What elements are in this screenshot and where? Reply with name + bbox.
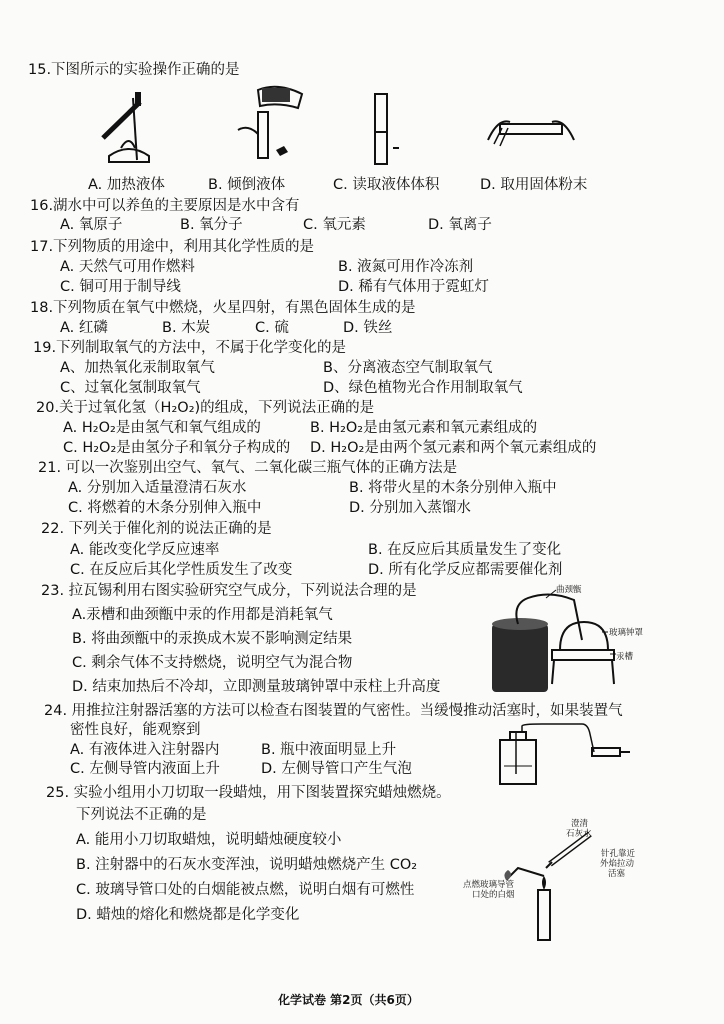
q20-option-c: C. H₂O₂是由氢分子和氧分子构成的: [63, 440, 291, 456]
q21-option-a: A. 分别加入适量澄清石灰水: [68, 480, 247, 496]
q24-option-a: A. 有液体进入注射器内: [70, 742, 220, 758]
q16-option-c: C. 氧元素: [303, 217, 366, 233]
q16-option-a: A. 氧原子: [60, 217, 123, 233]
q25-option-a: A. 能用小刀切取蜡烛，说明蜡烛硬度较小: [76, 832, 342, 848]
q25-label-smoke-2: 口处的白烟: [472, 890, 515, 900]
page-footer: 化学试卷 第2页（共6页）: [278, 993, 419, 1007]
q18-option-a: A. 红磷: [60, 320, 108, 336]
q23-stem: 23. 拉瓦锡利用右图实验研究空气成分，下列说法合理的是: [41, 583, 417, 599]
q17-option-c: C. 铜可用于制导线: [60, 279, 181, 295]
q15-fig-b-pouring-liquid: [218, 80, 313, 172]
q24-option-b: B. 瓶中液面明显上升: [261, 742, 397, 758]
q25-label-pin-3: 活塞: [608, 869, 626, 879]
q16-stem: 16.湖水中可以养鱼的主要原因是水中含有: [30, 198, 300, 214]
q18-option-c: C. 硫: [255, 320, 289, 336]
q25-label-smoke-1: 点燃玻璃导管: [463, 880, 515, 890]
q15-option-d: D. 取用固体粉末: [480, 177, 588, 193]
q19-option-b: B、分离液态空气制取氧气: [323, 360, 493, 376]
q25-option-c: C. 玻璃导管口处的白烟能被点燃，说明白烟有可燃性: [76, 882, 415, 898]
q25-label-limewater-1: 澄清: [571, 819, 589, 829]
q20-option-a: A. H₂O₂是由氢气和氧气组成的: [63, 420, 261, 436]
q20-stem: 20.关于过氧化氢（H₂O₂)的组成，下列说法正确的是: [36, 400, 375, 416]
q25-stem-line1: 25. 实验小组用小刀切取一段蜡烛，用下图装置探究蜡烛燃烧。: [46, 785, 451, 801]
q23-fig-lavoisier-apparatus: [490, 584, 635, 696]
q15-stem: 15.下图所示的实验操作正确的是: [28, 62, 240, 78]
q21-stem: 21. 可以一次鉴别出空气、氧气、二氧化碳三瓶气体的正确方法是: [38, 460, 458, 476]
q23-option-b: B. 将曲颈甑中的汞换成木炭不影响测定结果: [72, 631, 353, 647]
q15-option-b: B. 倾倒液体: [208, 177, 286, 193]
q24-stem-line1: 24. 用推拉注射器活塞的方法可以检查右图装置的气密性。当缓慢推动活塞时，如果装置气: [44, 703, 623, 719]
q25-label-limewater-2: 石灰水: [566, 829, 592, 839]
q21-option-d: D. 分别加入蒸馏水: [349, 500, 471, 516]
q15-fig-d-taking-powder: [486, 112, 576, 152]
q21-option-b: B. 将带火星的木条分别伸入瓶中: [349, 480, 557, 496]
q23-label-bell-jar: 玻璃钟罩: [609, 628, 644, 638]
q23-option-a: A.汞槽和曲颈甑中汞的作用都是消耗氧气: [72, 607, 333, 623]
q18-stem: 18.下列物质在氧气中燃烧，火星四射，有黑色固体生成的是: [30, 300, 416, 316]
q19-stem: 19.下列制取氧气的方法中，不属于化学变化的是: [33, 340, 347, 356]
q25-label-pin-1: 针孔靠近: [601, 849, 636, 859]
q17-option-d: D. 稀有气体用于霓虹灯: [338, 279, 489, 295]
q25-option-b: B. 注射器中的石灰水变浑浊，说明蜡烛燃烧产生 CO₂: [76, 857, 418, 873]
q24-option-c: C. 左侧导管内液面上升: [70, 761, 220, 777]
q16-option-d: D. 氧离子: [428, 217, 492, 233]
q15-option-a: A. 加热液体: [88, 177, 165, 193]
q24-fig-airtightness-setup: [494, 722, 634, 788]
q25-label-pin-2: 外焰拉动: [600, 859, 635, 869]
q18-option-d: D. 铁丝: [343, 320, 393, 336]
q18-option-b: B. 木炭: [162, 320, 211, 336]
q21-option-c: C. 将燃着的木条分别伸入瓶中: [68, 500, 262, 516]
q23-option-c: C. 剩余气体不支持燃烧，说明空气为混合物: [72, 655, 353, 671]
q22-option-c: C. 在反应后其化学性质发生了改变: [70, 562, 293, 578]
q17-option-a: A. 天然气可用作燃料: [60, 259, 195, 275]
q15-option-c: C. 读取液体体积: [333, 177, 440, 193]
q22-stem: 22. 下列关于催化剂的说法正确的是: [41, 521, 272, 537]
q16-option-b: B. 氧分子: [180, 217, 243, 233]
q20-option-b: B. H₂O₂是由氢元素和氧元素组成的: [310, 420, 538, 436]
q22-option-d: D. 所有化学反应都需要催化剂: [368, 562, 563, 578]
q19-option-c: C、过氧化氢制取氧气: [60, 380, 201, 396]
q24-stem-line2: 密性良好，能观察到: [70, 722, 201, 738]
q23-label-mercury-trough: 汞槽: [616, 652, 634, 662]
q17-option-b: B. 液氮可用作冷冻剂: [338, 259, 474, 275]
q19-option-a: A、加热氧化汞制取氧气: [60, 360, 215, 376]
q25-stem-line2: 下列说法不正确的是: [76, 807, 207, 823]
q15-fig-a-heating-liquid: [95, 88, 165, 168]
q23-label-retort: 曲颈甑: [556, 585, 582, 595]
q19-option-d: D、绿色植物光合作用制取氧气: [323, 380, 523, 396]
q23-option-d: D. 结束加热后不冷却，立即测量玻璃钟罩中汞柱上升高度: [72, 679, 441, 695]
q20-option-d: D. H₂O₂是由两个氢元素和两个氧元素组成的: [310, 440, 597, 456]
q15-fig-c-reading-volume: [365, 92, 405, 168]
q22-option-b: B. 在反应后其质量发生了变化: [368, 542, 562, 558]
q22-option-a: A. 能改变化学反应速率: [70, 542, 220, 558]
q25-option-d: D. 蜡烛的熔化和燃烧都是化学变化: [76, 907, 300, 923]
q24-option-d: D. 左侧导管口产生气泡: [261, 761, 412, 777]
q17-stem: 17.下列物质的用途中，利用其化学性质的是: [30, 239, 315, 255]
